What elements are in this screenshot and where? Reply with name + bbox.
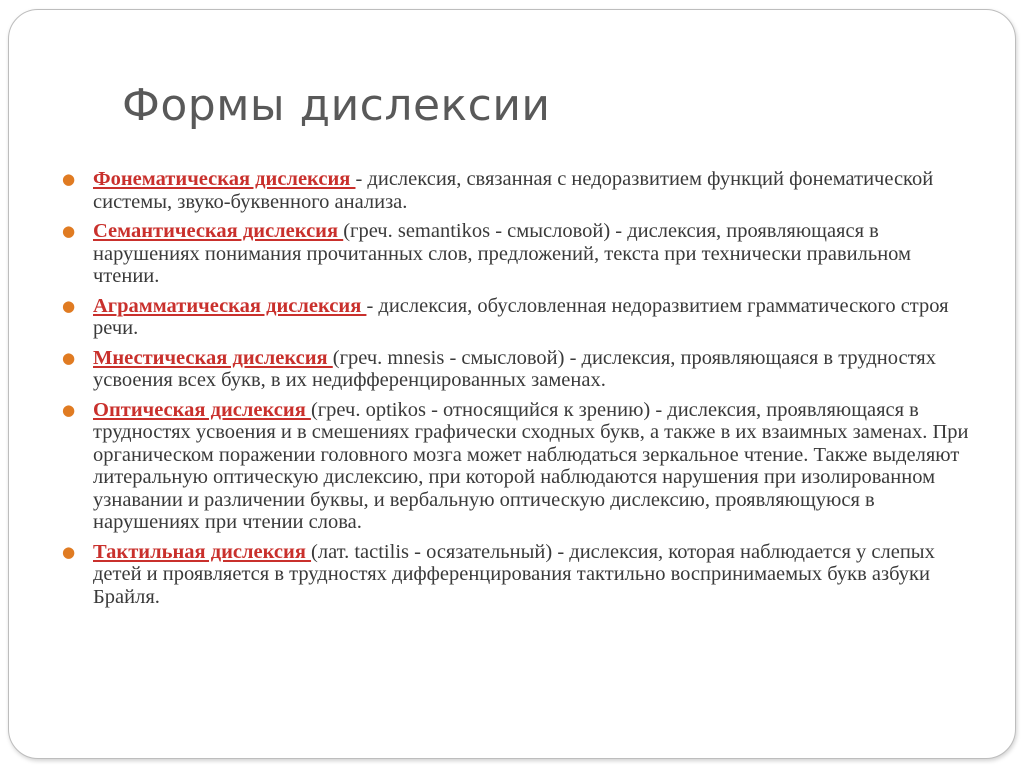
- bullet-icon: ●: [62, 542, 76, 561]
- list-item: [62, 347, 977, 392]
- item-description: (лат. tactilis - осязательный) - дислексия, которая наблюдается у слепых детей и проявляется в трудностях дифференцирования тактильно воспринимаемых букв азбуки Брайля.: [93, 540, 935, 608]
- bullet-icon: ●: [62, 400, 76, 419]
- item-description: - дислексия, обусловленная недоразвитием грамматического строя речи.: [93, 294, 949, 339]
- bullet-icon: ●: [62, 348, 76, 367]
- item-description: (греч. mnesis - смысловой) - дислексия, проявляющаяся в трудностях усвоения всех букв, в их недифференцированных заменах.: [93, 346, 936, 391]
- item-description: - дислексия, связанная с недоразвитием функций фонематической системы, звуко-буквенного анализа.: [93, 168, 934, 213]
- bullet-icon: ●: [62, 170, 76, 188]
- list-item: [62, 220, 977, 288]
- list-item: [62, 541, 977, 609]
- term-phonematic: Фонематическая дислексия: [93, 168, 356, 190]
- term-semantic: Семантическая дислексия: [93, 220, 344, 242]
- list-item: [62, 295, 977, 340]
- list-item: [62, 168, 977, 213]
- bullet-icon: ●: [62, 222, 76, 240]
- bullet-icon: ●: [62, 296, 76, 315]
- slide-title: Формы дислексии: [122, 80, 551, 131]
- item-description: (греч. semantikos - смысловой) - дислексия, проявляющаяся в нарушениях понимания прочитанных слов, предложений, текста при технически правильном чтении.: [93, 220, 912, 287]
- term-tactile: Тактильная дислексия: [93, 540, 312, 563]
- list-item: [62, 399, 977, 534]
- term-mnestic: Мнестическая дислексия: [93, 346, 333, 369]
- term-optical: Оптическая дислексия: [93, 398, 311, 421]
- bullet-list: [62, 168, 977, 615]
- item-description: (греч. optikos - относящийся к зрению) - дислексия, проявляющаяся в трудностях усвоения и в смешениях графически сходных букв, а также в их взаимных заменах. При органическом поражении головного мозга может наблюдаться зеркальное чтение. Также выделяют литеральную оптическую дислексию, при которой наблюдаются нарушения при изолированном узнавании и различении буквы, и вербальную оптическую дислексию, проявляющуюся в нарушениях при чтении слова.: [93, 398, 969, 533]
- term-agrammatic: Аграмматическая дислексия: [93, 294, 367, 317]
